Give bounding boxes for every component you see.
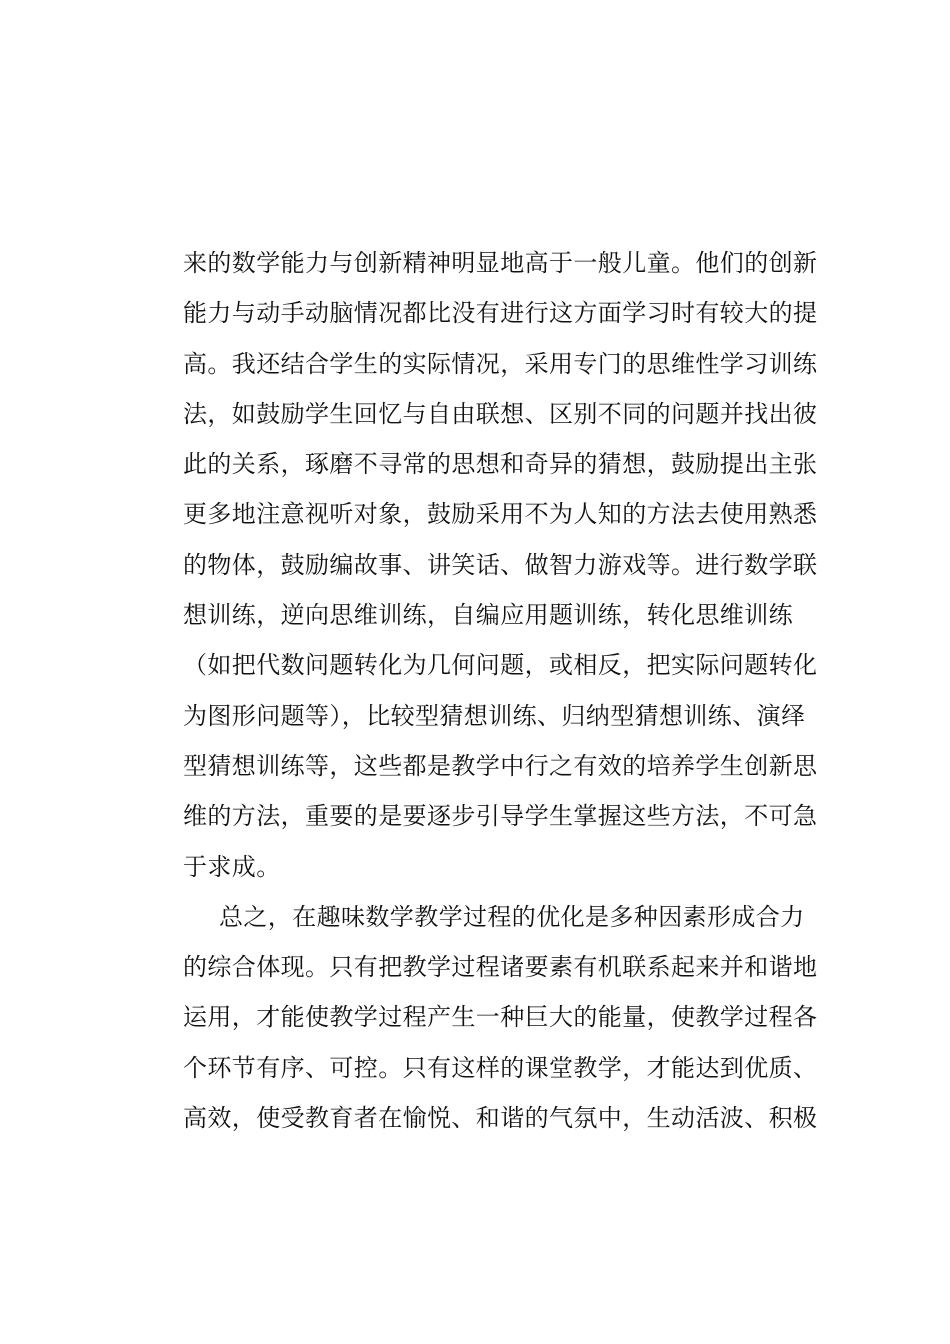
text-line: 法，如鼓励学生回忆与自由联想、区别不同的问题并找出彼 (183, 399, 818, 428)
text-line: 运用，才能使教学过程产生一种巨大的能量，使教学过程各 (183, 1003, 818, 1032)
text-line: 维的方法，重要的是要逐步引导学生掌握这些方法，不可急 (183, 802, 818, 831)
text-line: （如把代数问题转化为几何问题，或相反，把实际问题转化 (183, 651, 818, 680)
text-line: 想训练，逆向思维训练，自编应用题训练，转化思维训练 (183, 601, 793, 630)
text-line: 能力与动手动脑情况都比没有进行这方面学习时有较大的提 (183, 299, 818, 328)
text-line: 的综合体现。只有把教学过程诸要素有机联系起来并和谐地 (183, 953, 818, 982)
text-line: 个环节有序、可控。只有这样的课堂教学，才能达到优质、 (183, 1053, 818, 1082)
text-line: 于求成。 (183, 852, 281, 881)
body-text (183, 238, 818, 1143)
text-line: 总之，在趣味数学教学过程的优化是多种因素形成合力 (219, 902, 805, 931)
text-line: 更多地注意视听对象，鼓励采用不为人知的方法去使用熟悉 (183, 500, 818, 529)
text-line: 的物体，鼓励编故事、讲笑话、做智力游戏等。进行数学联 (183, 550, 818, 579)
text-line: 型猜想训练等，这些都是教学中行之有效的培养学生创新思 (183, 751, 818, 780)
text-line: 此的关系，琢磨不寻常的思想和奇异的猜想，鼓励提出主张 (183, 450, 818, 479)
text-line: 高。我还结合学生的实际情况，采用专门的思维性学习训练 (183, 349, 818, 378)
paragraph-2 (183, 892, 818, 1143)
text-line: 为图形问题等），比较型猜想训练、归纳型猜想训练、演绎 (183, 701, 806, 730)
text-line: 来的数学能力与创新精神明显地高于一般儿童。他们的创新 (183, 249, 818, 277)
text-line: 高效，使受教育者在愉悦、和谐的气氛中，生动活波、积极 (183, 1104, 818, 1133)
paragraph-1 (183, 238, 818, 892)
